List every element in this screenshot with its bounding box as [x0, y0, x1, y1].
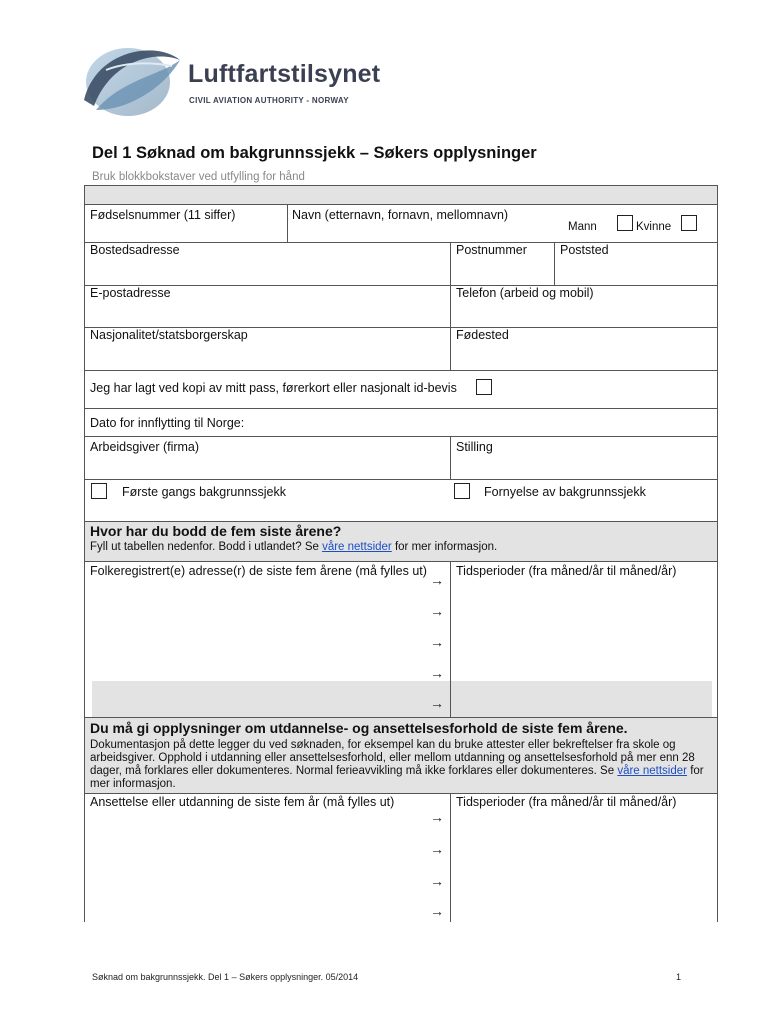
id-copy-label: Jeg har lagt ved kopi av mitt pass, førerkort eller nasjonalt id-bevis	[90, 381, 457, 395]
authority-logo-icon	[76, 40, 186, 120]
residence-address-column: Folkeregistrert(e) adresse(r) de siste fem årene (må fylles ut)	[90, 564, 427, 578]
id-copy-checkbox[interactable]	[476, 379, 492, 395]
page-title: Del 1 Søknad om bakgrunnssjekk – Søkers opplysninger	[92, 144, 537, 162]
shaded-row	[92, 681, 712, 717]
arrow-right-icon: →	[430, 873, 444, 889]
move-date-label: Dato for innflytting til Norge:	[90, 416, 245, 430]
education-heading: Du må gi opplysninger om utdannelse- og ansettelsesforhold de siste fem årene.	[90, 720, 628, 736]
first-check-label: Første gangs bakgrunnssjekk	[122, 485, 286, 499]
residence-website-link[interactable]: våre nettsider	[322, 541, 392, 553]
birth-number-label: Fødselsnummer (11 siffer)	[90, 208, 236, 222]
name-label: Navn (etternavn, fornavn, mellomnavn)	[292, 208, 509, 222]
arrow-right-icon: →	[430, 695, 444, 711]
renewal-checkbox[interactable]	[454, 483, 470, 499]
residence-heading: Hvor har du bodd de fem siste årene?	[90, 523, 342, 539]
birthplace-label: Fødested	[456, 328, 509, 342]
arrow-right-icon: →	[430, 809, 444, 825]
page-number: 1	[676, 972, 682, 982]
nationality-label: Nasjonalitet/statsborgerskap	[90, 328, 248, 342]
header-band	[84, 185, 718, 204]
gender-male-checkbox[interactable]	[617, 215, 633, 231]
renewal-label: Fornyelse av bakgrunnssjekk	[484, 485, 646, 499]
employment-column: Ansettelse eller utdanning de siste fem år (må fylles ut)	[90, 795, 395, 809]
fill-hint: Bruk blokkbokstaver ved utfylling for hånd	[92, 171, 305, 183]
footer-text: Søknad om bakgrunnssjekk. Del 1 – Søkers opplysninger. 05/2014	[92, 972, 359, 982]
arrow-right-icon: →	[430, 665, 444, 681]
arrow-right-icon: →	[430, 903, 444, 919]
residence-period-column: Tidsperioder (fra måned/år til måned/år)	[456, 564, 677, 578]
arrow-right-icon: →	[430, 634, 444, 650]
education-website-link[interactable]: våre nettsider	[617, 765, 687, 777]
arrow-right-icon: →	[430, 572, 444, 588]
address-label: Bostedsadresse	[90, 243, 180, 257]
logo-subtitle: CIVIL AVIATION AUTHORITY - NORWAY	[189, 96, 349, 105]
city-label: Poststed	[560, 243, 609, 257]
gender-female-checkbox[interactable]	[681, 215, 697, 231]
employer-label: Arbeidsgiver (firma)	[90, 440, 200, 454]
position-label: Stilling	[456, 440, 493, 454]
email-label: E-postadresse	[90, 286, 171, 300]
employment-period-column: Tidsperioder (fra måned/år til måned/år)	[456, 795, 677, 809]
education-intro: Dokumentasjon på dette legger du ved søknaden, for eksempel kan du bruke attester eller bekreftelser fra skole og arbeidsgiver. Opphold i utdanning eller ansettelsesforhold, eller mellom utdanning og ansettelsesforhold på mer enn 28 dager, må forklares eller dokumenteres. Normal ferieavvikling må ikke forklares eller dokumenteres. Se våre nettsider for mer informasjon.	[90, 739, 704, 790]
arrow-right-icon: →	[430, 841, 444, 857]
first-check-checkbox[interactable]	[91, 483, 107, 499]
residence-intro: Fyll ut tabellen nedenfor. Bodd i utlandet? Se våre nettsider for mer informasjon.	[90, 541, 498, 553]
postcode-label: Postnummer	[456, 243, 527, 257]
gender-male-label: Mann	[568, 221, 597, 233]
gender-female-label: Kvinne	[636, 221, 672, 233]
application-form	[84, 185, 718, 922]
phone-label: Telefon (arbeid og mobil)	[456, 286, 594, 300]
logo-wordmark: Luftfartstilsynet	[188, 60, 381, 88]
arrow-right-icon: →	[430, 603, 444, 619]
